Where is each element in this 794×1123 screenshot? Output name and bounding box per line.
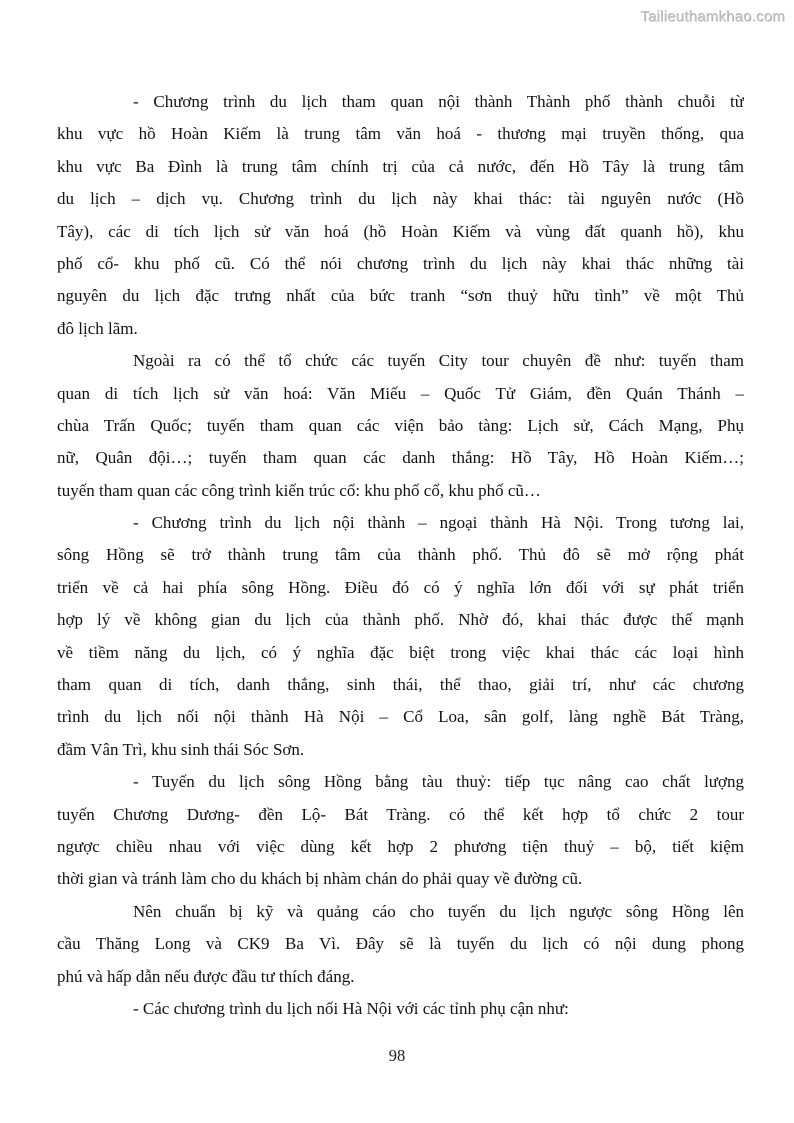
paragraph [57,507,744,766]
text-line: thời gian và tránh làm cho du khách bị nhàm chán do phải quay về đường cũ. [57,869,583,889]
text-line: - Chương trình du lịch tham quan nội thành Thành phố thành chuỗi từ [133,92,744,111]
paragraph [57,86,744,345]
text-line: khu vực hồ Hoàn Kiếm là trung tâm văn hoá - thương mại truyền thống, qua [57,124,744,144]
page-number: 98 [388,1046,406,1065]
text-line: Nên chuẩn bị kỹ và quảng cáo cho tuyến du lịch ngược sông Hồng lên [133,901,744,921]
watermark: Tailieuthamkhao.com [640,8,785,25]
paragraph [57,993,744,1025]
text-line: tuyến tham quan các công trình kiến trúc cổ: khu phố cổ, khu phố cũ… [57,480,541,500]
text-line: ngược chiều nhau với việc dùng kết hợp 2 phương tiện thuỷ – bộ, tiết kiệm [57,836,744,856]
text-line: hợp lý về không gian du lịch của thành phố. Nhờ đó, khai thác được thế mạnh [57,610,744,630]
text-line: về tiềm năng du lịch, có ý nghĩa đặc biệt trong việc khai thác các loại hình [57,642,744,662]
text-line: quan di tích lịch sử văn hoá: Văn Miếu – Quốc Tử Giám, đền Quán Thánh – [57,383,744,403]
text-line: du lịch – dịch vụ. Chương trình du lịch này khai thác: tài nguyên nước (Hồ [57,189,744,209]
page-content [57,86,744,1025]
text-line: - Tuyến du lịch sông Hồng bằng tàu thuỷ: tiếp tục nâng cao chất lượng [133,772,744,792]
text-line: nguyên du lịch đặc trưng nhất của bức tranh “sơn thuỷ hữu tình” về một Thủ [57,286,744,306]
text-line: phố cổ- khu phố cũ. Có thể nói chương trình du lịch này khai thác những tài [57,253,744,273]
text-line: - Các chương trình du lịch nối Hà Nội với các tỉnh phụ cận như: [133,998,569,1018]
text-line: cầu Thăng Long và CK9 Ba Vì. Đây sẽ là tuyến du lịch có nội dung phong [57,934,744,954]
text-line: Tây), các di tích lịch sử văn hoá (hồ Hoàn Kiếm và vùng đất quanh hồ), khu [57,221,744,241]
text-line: tham quan di tích, danh thắng, sinh thái, thể thao, giải trí, như các chương [57,675,744,695]
text-line: triển về cả hai phía sông Hồng. Điều đó có ý nghĩa lớn đối với sự phát triển [57,577,744,597]
text-line: Ngoài ra có thể tổ chức các tuyến City tour chuyên đề như: tuyến tham [133,351,744,371]
text-line: khu vực Ba Đình là trung tâm chính trị của cả nước, đến Hồ Tây là trung tâm [57,156,744,176]
text-line: đô lịch lãm. [57,318,138,338]
text-line: đầm Vân Trì, khu sinh thái Sóc Sơn. [57,739,305,759]
text-line: - Chương trình du lịch nội thành – ngoại thành Hà Nội. Trong tương lai, [133,513,744,533]
text-line: chùa Trấn Quốc; tuyến tham quan các viện bảo tàng: Lịch sử, Cách Mạng, Phụ [57,415,744,435]
text-line: sông Hồng sẽ trở thành trung tâm của thành phố. Thủ đô sẽ mở rộng phát [57,545,744,565]
paragraph [57,766,744,896]
text-line: tuyến Chương Dương- đền Lộ- Bát Tràng. có thể kết hợp tổ chức 2 tour [57,804,744,824]
text-line: phú và hấp dẫn nếu được đầu tư thích đáng. [57,966,355,986]
text-line: nữ, Quân đội…; tuyến tham quan các danh thắng: Hồ Tây, Hồ Hoàn Kiếm…; [57,448,744,468]
paragraph [57,896,744,993]
paragraph [57,345,744,507]
text-line: trình du lịch nối nội thành Hà Nội – Cổ Loa, sân golf, làng nghề Bát Tràng, [57,707,744,727]
